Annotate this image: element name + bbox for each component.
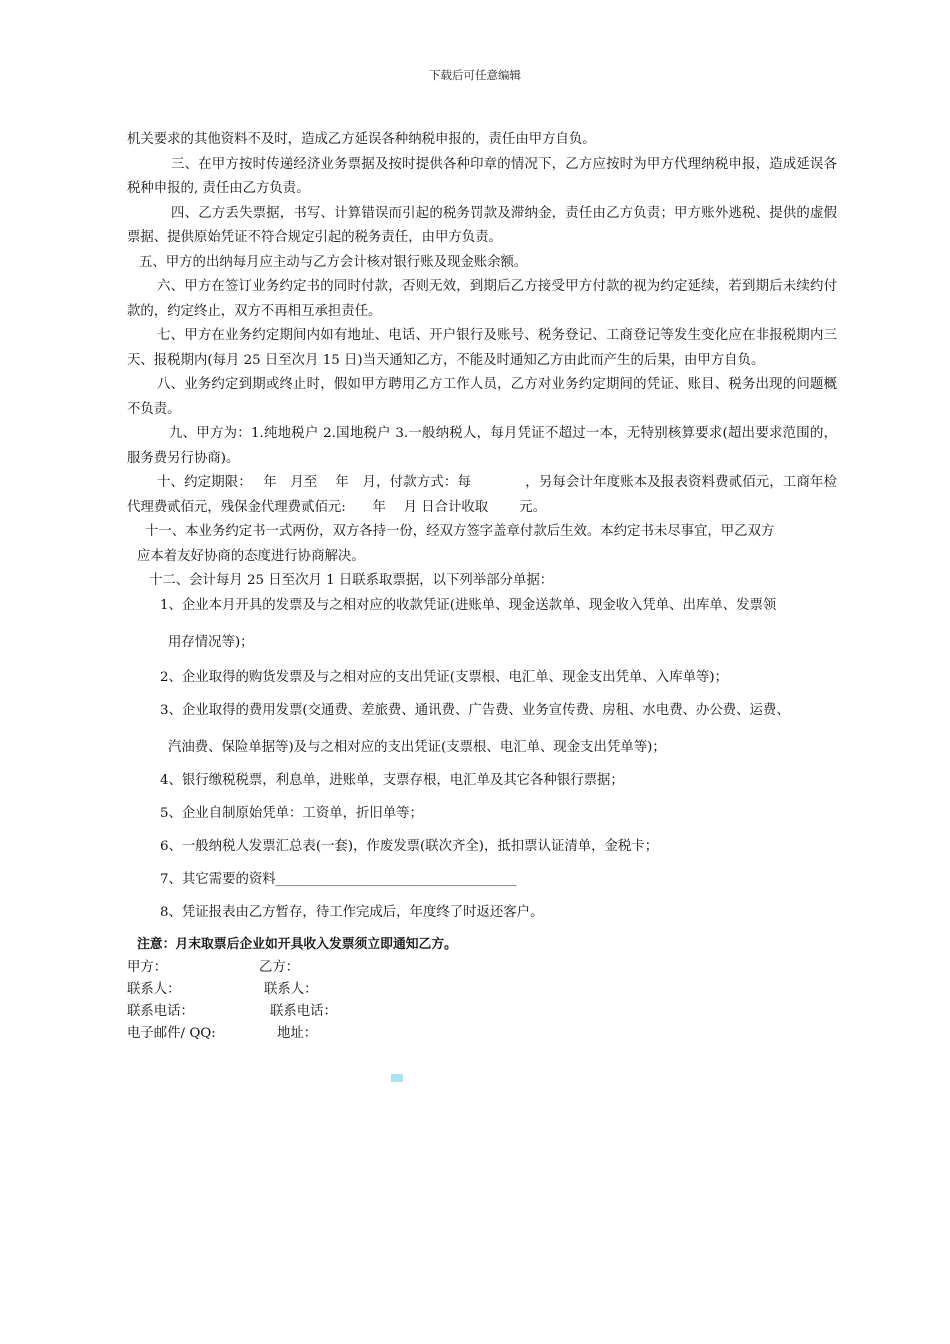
list-item-7: 7、其它需要的资料____________________________________: [160, 871, 517, 887]
list-item-4: 4、银行缴税税票，利息单，进账单，支票存根，电汇单及其它各种银行票据；: [160, 772, 624, 788]
contact-b-label: 联系人：: [264, 981, 318, 997]
notice-text: 注意：月末取票后企业如开具收入发票须立即通知乙方。: [137, 936, 457, 952]
paragraph-8: 八、业务约定到期或终止时，假如甲方聘用乙方工作人员，乙方对业务约定期间的凭证、账目、税务出现的问题概不负责。: [127, 377, 837, 417]
paragraph-12: 十二、会计每月 25 日至次月 1 日联系取票据，以下列举部分单据：: [149, 573, 554, 588]
list-item-6: 6、一般纳税人发票汇总表(一套)，作废发票(联次齐全)，抵扣票认证清单，金税卡；: [160, 838, 659, 854]
party-b-label: 乙方：: [259, 959, 300, 975]
contact-a-label: 联系人：: [127, 981, 181, 997]
party-a-label: 甲方：: [127, 959, 168, 975]
list-item-2: 2、企业取得的购货发票及与之相对应的支出凭证(支票根、电汇单、现金支出凭单、入库单等)；: [160, 669, 728, 685]
list-item-3: 3、企业取得的费用发票(交通费、差旅费、通讯费、广告费、业务宣传费、房租、水电费、办公费、运费、 汽油费、保险单据等)及与之相对应的支出凭证(支票根、电汇单、现金支出凭单等)；: [160, 702, 790, 755]
page-header: 下载后可任意编辑: [429, 68, 521, 82]
paragraph-1: 机关要求的其他资料不及时，造成乙方延误各种纳税申报的，责任由甲方自负。: [127, 132, 596, 147]
email-a-label: 电子邮件/ QQ:: [127, 1025, 216, 1041]
document-body: [127, 128, 837, 1045]
paragraph-6: 六、甲方在签订业务约定书的同时付款，否则无效，到期后乙方接受甲方付款的视为约定延续，若到期后未续约付款的，约定终止，双方不再相互承担责任。: [127, 279, 837, 319]
paragraph-4: 四、乙方丢失票据，书写、计算错误而引起的税务罚款及滞纳金，责任由乙方负责；甲方账外逃税、提供的虚假票据、提供原始凭证不符合规定引起的税务责任，由甲方负责。: [127, 205, 837, 245]
address-b-label: 地址：: [277, 1025, 318, 1041]
phone-a-label: 联系电话：: [127, 1003, 194, 1019]
document-list: [127, 594, 837, 925]
signature-row-party: [127, 957, 837, 979]
highlight-mark: [391, 1074, 403, 1082]
paragraph-9: 九、甲方为：1.纯地税户 2.国地税户 3.一般纳税人，每月凭证不超过一本，无特别核算要求(超出要求范围的，服务费另行协商)。: [127, 426, 837, 466]
phone-b-label: 联系电话：: [270, 1003, 337, 1019]
paragraph-7: 七、甲方在业务约定期间内如有地址、电话、开户银行及账号、税务登记、工商登记等发生变化应在非报税期内三天、报税期内(每月 25 日至次月 15 日)当天通知乙方，不能及时通知乙方由此而产生的后果，由甲方自负。: [127, 328, 837, 368]
paragraph-3: 三、在甲方按时传递经济业务票据及按时提供各种印章的情况下，乙方应按时为甲方代理纳税申报，造成延误各税种申报的, 责任由乙方负责。: [127, 156, 837, 196]
signature-row-phone: [127, 1001, 837, 1023]
paragraph-5: 五、甲方的出纳每月应主动与乙方会计核对银行账及现金账余额。: [139, 254, 528, 270]
signature-row-contact: [127, 979, 837, 1001]
list-item-5: 5、企业自制原始凭单：工资单，折旧单等；: [160, 805, 423, 821]
list-item-8: 8、凭证报表由乙方暂存，待工作完成后，年度终了时返还客户。: [160, 904, 544, 920]
paragraph-11-cont: 应本着友好协商的态度进行协商解决。: [137, 548, 365, 564]
signature-row-email: [127, 1023, 837, 1045]
list-item-1: 1、企业本月开具的发票及与之相对应的收款凭证(进账单、现金送款单、现金收入凭单、出库单、发票领 用存情况等)；: [160, 597, 777, 650]
paragraph-11: 十一、本业务约定书一式两份，双方各持一份，经双方签字盖章付款后生效。本约定书未尽事宜，甲乙双方: [145, 524, 775, 539]
paragraph-10: 十、约定期限： 年 月至 年 月，付款方式：每 ，另每会计年度账本及报表资料费贰佰元，工商年检代理费贰佰元，残保金代理费贰佰元: 年 月 日合计收取 元。: [127, 475, 837, 515]
